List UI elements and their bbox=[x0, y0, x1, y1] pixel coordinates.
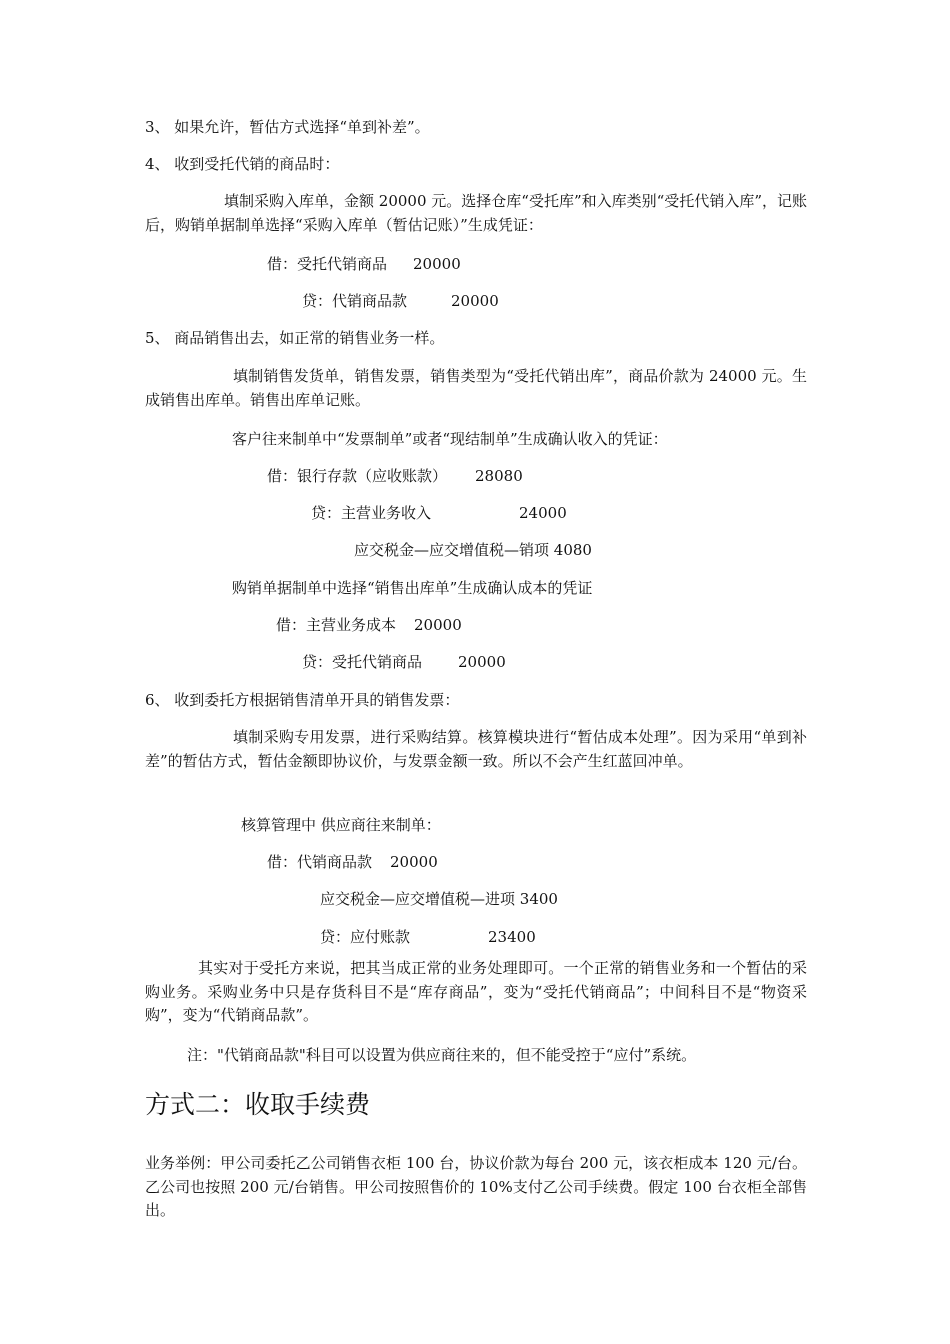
step-3-line: 3、 如果允许，暂估方式选择“单到补差”。 bbox=[145, 118, 430, 136]
voucher-credit-tax-line-2: 应交税金—应交增值税—销项 4080 bbox=[354, 541, 592, 559]
section-heading-method-two: 方式二：收取手续费 bbox=[145, 1090, 371, 1119]
cost-voucher-line: 购销单据制单中选择“销售出库单”生成确认成本的凭证 bbox=[232, 579, 593, 597]
purchase-inbound-paragraph: 填制采购入库单，金额 20000 元。选择仓库“受托库”和入库类别“受托代销入库”，记账后，购销单据制单选择“采购入库单（暂估记账）”生成凭证： bbox=[145, 192, 807, 234]
voucher-credit-label-4: 贷：应付账款 bbox=[320, 928, 411, 946]
note-line: 注："代销商品款"科目可以设置为供应商往来的，但不能受控于“应付”系统。 bbox=[187, 1046, 697, 1064]
summary-paragraph: 其实对于受托方来说，把其当成正常的业务处理即可。一个正常的销售业务和一个暂估的采购业务。采购业务中只是存货科目不是“库存商品”，变为“受托代销商品”；中间科目不是“物资采购”，变为“代销商品款”。 bbox=[145, 959, 807, 1024]
voucher-credit-line-2 bbox=[311, 502, 567, 524]
voucher-credit-line-4 bbox=[320, 926, 536, 948]
step-5-line: 5、 商品销售出去，如正常的销售业务一样。 bbox=[145, 329, 445, 347]
voucher-credit-amount-1: 20000 bbox=[451, 292, 499, 310]
voucher-debit-label-4: 借：代销商品款 bbox=[267, 853, 373, 871]
voucher-debit-label-1: 借：受托代销商品 bbox=[267, 255, 388, 273]
step-4-line: 4、 收到受托代销的商品时： bbox=[145, 155, 340, 173]
voucher-credit-line-1 bbox=[302, 290, 499, 312]
voucher-credit-amount-3: 20000 bbox=[458, 653, 506, 671]
voucher-debit-amount-2: 28080 bbox=[475, 467, 523, 485]
voucher-debit-amount-4: 20000 bbox=[390, 853, 438, 871]
voucher-credit-amount-2: 24000 bbox=[519, 504, 567, 522]
sales-delivery-paragraph: 填制销售发货单，销售发票，销售类型为“受托代销出库”，商品价款为 24000 元。生成销售出库单。销售出库单记账。 bbox=[145, 367, 807, 409]
customer-voucher-line: 客户往来制单中“发票制单”或者“现结制单”生成确认收入的凭证： bbox=[232, 430, 668, 448]
voucher-debit-line-1 bbox=[267, 253, 461, 275]
step-6-line: 6、 收到委托方根据销售清单开具的销售发票： bbox=[145, 691, 460, 709]
business-example-paragraph: 业务举例：甲公司委托乙公司销售衣柜 100 台，协议价款为每台 200 元，该衣柜成本 120 元/台。乙公司也按照 200 元/台销售。甲公司按照售价的 10%支付乙公司手续费。假定 100 台衣柜全部售出。 bbox=[145, 1154, 807, 1219]
voucher-credit-amount-4: 23400 bbox=[488, 928, 536, 946]
supplier-voucher-line: 核算管理中 供应商往来制单： bbox=[241, 816, 441, 834]
voucher-debit-amount-1: 20000 bbox=[413, 255, 461, 273]
voucher-debit-amount-3: 20000 bbox=[414, 616, 462, 634]
voucher-debit-line-4 bbox=[267, 851, 438, 873]
voucher-debit-line-2 bbox=[267, 465, 523, 487]
voucher-debit-label-3: 借：主营业务成本 bbox=[276, 616, 397, 634]
voucher-credit-label-2: 贷：主营业务收入 bbox=[311, 504, 432, 522]
voucher-credit-label-1: 贷：代销商品款 bbox=[302, 292, 408, 310]
purchase-invoice-paragraph: 填制采购专用发票，进行采购结算。核算模块进行“暂估成本处理”。因为采用“单到补差”的暂估方式，暂估金额即协议价，与发票金额一致。所以不会产生红蓝回冲单。 bbox=[145, 728, 807, 770]
voucher-debit-label-2: 借：银行存款（应收账款） bbox=[267, 467, 448, 485]
voucher-debit-line-3 bbox=[276, 614, 462, 636]
voucher-credit-label-3: 贷：受托代销商品 bbox=[302, 653, 423, 671]
voucher-debit-tax-line-4: 应交税金—应交增值税—进项 3400 bbox=[320, 890, 558, 908]
voucher-credit-line-3 bbox=[302, 651, 506, 673]
